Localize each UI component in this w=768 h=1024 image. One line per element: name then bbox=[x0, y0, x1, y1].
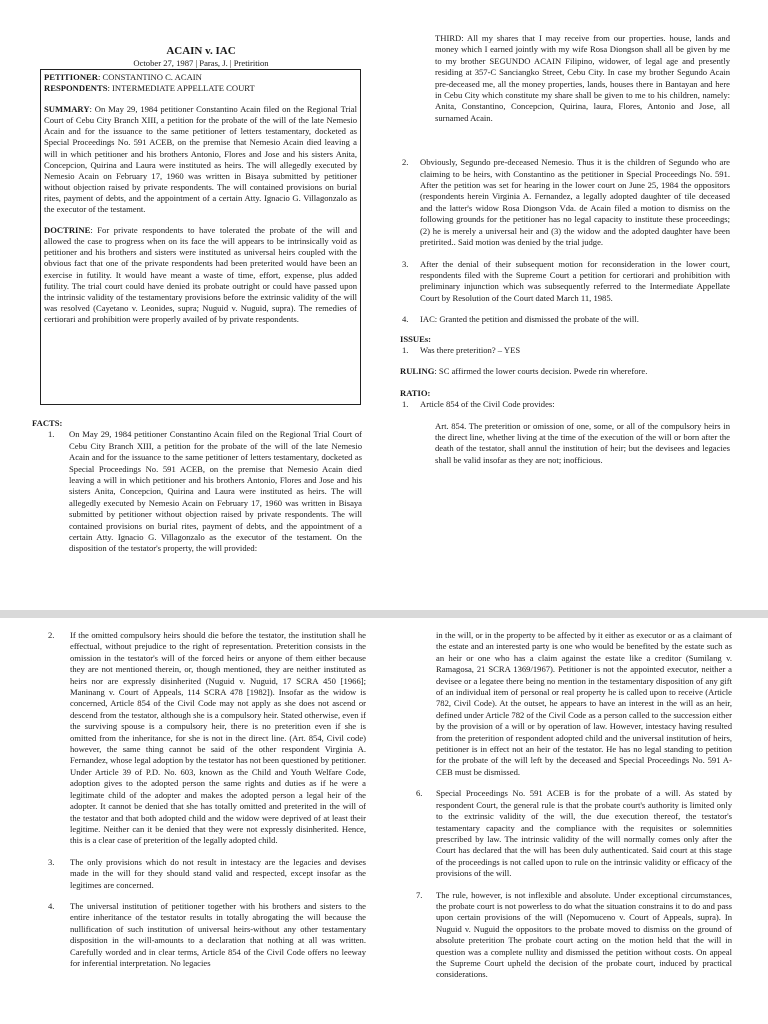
issue-item-1-text: Was there preterition? – YES bbox=[420, 344, 521, 355]
ratio-item-4-number: 4. bbox=[48, 900, 55, 911]
ratio-label: RATIO: bbox=[400, 387, 431, 398]
summary-paragraph bbox=[44, 104, 357, 215]
facts-section bbox=[32, 418, 362, 555]
ratio-item-5-continuation: in the will, or in the property to be affected by it either as executor or as a claimant of the estate and an interested party is one who would be benefited by the estate such as an heir or one who has a claim against the estate like a creditor (Sumilang v. Ramagosa, 21 SCRA 1369/1967). Petitioner is not the appointed executor, neither a devisee or a legatee there being no mention in the testamentary disposition of any gift of an individual item of personal or real property he is called upon to receive (Article 782, Civil Code). At the outset, he appears to have an interest in the will as an heir, defined under Article 782 of the Civil Code as a person called to the succession either by the provision of a will or by operation of law. However, intestacy having resulted from the preterition of respondent adopted child and the universal institution of heirs, petitioner is in effect not an heir of the testator. He has no legal standing to petition for the probate of the will left by the deceased and Special Proceedings No. 591 A-CEB must be dismissed. bbox=[436, 630, 732, 777]
ratio-item-6-number: 6. bbox=[416, 788, 423, 799]
doctrine-text: : For private respondents to have tolerated the probate of the will and allowed the case to progress when on its face the will appears to be intrinsically void as petitioner and his brothers and sisters were instituted as universal heirs coupled with the obvious fact that one of the private respondents had been preterited would have been an exercise in futility. It would have meant a waste of time, effort, expense, plus added futility. The trial court could have denied its probate outright or could have passed upon the intrinsic validity of the testamentary provisions before the extrinsic validity of the will was resolved (Cayetano v. Leonides, supra; Nuguid v. Nuguid, supra). The remedies of certiorari and prohibition were properly availed of by private respondents. bbox=[44, 225, 357, 324]
header bbox=[40, 45, 362, 69]
ratio-item-3-text: The only provisions which do not result in intestacy are the legacies and devises made in the will for they should stand valid and respected, except insofar as the legitimes are concerned. bbox=[70, 856, 366, 890]
facts-label: FACTS: bbox=[32, 418, 63, 428]
facts-item-4 bbox=[402, 314, 730, 325]
summary-text: : On May 29, 1984 petitioner Constantino Acain filed on the Regional Trial Court of Cebu City Branch XIII, a petition for the probate of the will of the late Nemesio Acain and for the issuance to the same petitioner of letters testamentary, docketed as Special Proceedings No. 591 ACEB, on the premise that Nemesio Acain died leaving a will in which petitioner and his brothers Antonio, Flores and Jose and his sisters Anita, Concepcion, Quirina and Laura were instituted as heirs. The will allegedly executed by Nemesio Acain on February 17, 1960 was written in Bisaya submitted by petitioner without objection raised by private respondents. The will contained provisions on burial rites, payment of debts, and the appointment of a certain Atty. Ignacio G. Villagonzalo as the executor of the testament. bbox=[44, 104, 357, 215]
ratio-item-2 bbox=[48, 630, 366, 847]
ratio-item-1-number: 1. bbox=[402, 399, 409, 410]
ratio-item-3 bbox=[48, 857, 366, 891]
facts-item-1-number: 1. bbox=[48, 429, 55, 440]
right-column-page-2 bbox=[416, 630, 732, 981]
ratio-item-6-text: Special Proceedings No. 591 ACEB is for the probate of a will. As stated by respondent Court, the general rule is that the probate court's authority is limited only to the extrinsic validity of the will, the due execution thereof, the testator's testamentary capacity and the compliance with the requisites or solemnities prescribed by law. The intrinsic validity of the will normally comes only after the Court has declared that the will has been duly authenticated. Said court at this stage of the proceedings is not called upon to rule on the intrinsic validity or efficacy of the provisions of the will. bbox=[436, 788, 732, 879]
respondents-value: : INTERMEDIATE APPELLATE COURT bbox=[107, 83, 255, 94]
third-provision: THIRD: All my shares that I may receive from our properties. house, lands and money which I earned jointly with my wife Rosa Diongson shall all be given by me to my brother SEGUNDO ACAIN Filipino, widower, of legal age and presently residing at 357-C Sanciangko Street, Cebu City. In case my brother Segundo Acain pre-deceased me, all the money properties, lands, houses there in Bantayan and here in Cebu City which constitute my share shall be given to me to his children, namely: Anita, Constantino, Concepcion, Quirina, laura, Flores, Antonio and Jose, all surnamed Acain. bbox=[435, 33, 730, 123]
facts-item-4-number: 4. bbox=[402, 314, 409, 325]
document-page-2 bbox=[0, 618, 768, 1024]
ratio-item-4-text: The universal institution of petitioner together with his brothers and sisters to the entire inheritance of the testator results in totally abrogating the will because the nullification of such institution of universal heirs-without any other testamentary disposition in the will-amounts to a declaration that nothing at all was written. Carefully worded and in clear terms, Article 854 of the Civil Code offers no leeway for inferential interpretation. No legacies bbox=[70, 900, 366, 968]
issue-item-1 bbox=[402, 345, 730, 356]
facts-item-3 bbox=[402, 259, 730, 305]
issues-label: ISSUEs: bbox=[400, 333, 432, 344]
facts-item-2-number: 2. bbox=[402, 157, 409, 168]
petitioner-label: PETITIONER bbox=[44, 72, 98, 82]
ratio-item-7 bbox=[416, 890, 732, 981]
issue-item-1-number: 1. bbox=[402, 344, 409, 355]
facts-item-4-text: IAC: Granted the petition and dismissed the probate of the will. bbox=[420, 314, 639, 325]
facts-item-1 bbox=[32, 429, 362, 554]
case-subtitle: October 27, 1987 | Paras, J. | Pretirition bbox=[133, 58, 269, 68]
facts-item-2 bbox=[402, 157, 730, 248]
ratio-item-3-number: 3. bbox=[48, 856, 55, 867]
facts-item-3-text: After the denial of their subsequent motion for reconsideration in the lower court, respondents filed with the Supreme Court a petition for certiorari and prohibition with preliminary injunction which was subsequently referred to the Intermediate Appellate Court by Resolution of the Court dated March 11, 1985. bbox=[420, 258, 730, 303]
petitioner-line bbox=[44, 72, 357, 83]
respondents-label: RESPONDENTS bbox=[44, 83, 108, 94]
facts-item-1-text: On May 29, 1984 petitioner Constantino Acain filed on the Regional Trial Court of Cebu City Branch XIII, a petition for the probate of the will of the late Nemesio Acain and for the issuance to the same petitioner of letters testamentary, docketed as Special Proceedings No. 591 ACEB, on the premise that Nemesio Acain died leaving a will in which petitioner and his brothers Antonio, Flores and Jose and his sisters Anita, Concepcion, Quirina and Laura were instituted as heirs. The will allegedly executed by Nemesio Acain on February 17, 1960 was written in Bisaya submitted by petitioner without objection raised by private respondents. The will contained provisions on burial rites, payment of debts, and the appointment of a certain Atty. Ignacio G. Villagonzalo as the executor of the testament. On the disposition of the testator's property, the will provided: bbox=[69, 429, 362, 554]
ratio-item-7-number: 7. bbox=[416, 889, 423, 900]
petitioner-value: : CONSTANTINO C. ACAIN bbox=[97, 72, 202, 82]
article-854-quote: Art. 854. The preterition or omission of one, some, or all of the compulsory heirs in the direct line, whether living at the time of the execution of the will or born after the death of the testator, shall annul the institution of heir; but the devisees and legacies shall be valid insofar as they are not; inofficious. bbox=[435, 420, 730, 465]
doctrine-label: DOCTRINE bbox=[44, 225, 91, 236]
case-title: ACAIN v. IAC bbox=[166, 45, 236, 57]
ratio-item-1-text: Article 854 of the Civil Code provides: bbox=[420, 399, 555, 410]
ratio-item-7-text: The rule, however, is not inflexible and absolute. Under exceptional circumstances, the probate court is not powerless to do what the situation constrains it to do and pass upon certain provisions of the will (Nepomuceno v. Court of Appeals, supra). In Nuguid v. Nuguid the oppositors to the probate moved to dismiss on the ground of absolute preterition The probate court acting on the motion held that the will in question was a complete nullity and dismissed the petition without costs. On appeal the Supreme Court upheld the decision of the probate court, induced by practical considerations. bbox=[436, 889, 732, 980]
ruling-text: : SC affirmed the lower courts decision. Pwede rin wherefore. bbox=[434, 366, 648, 377]
ratio-item-4 bbox=[48, 901, 366, 969]
ruling-label: RULING bbox=[400, 366, 435, 377]
ratio-item-6 bbox=[416, 788, 732, 879]
facts-item-2-text: Obviously, Segundo pre-deceased Nemesio. Thus it is the children of Segundo who are claiming to be heirs, with Constantino as the petitioner in Special Proceedings No. 591. After the petition was set for hearing in the lower court on June 25, 1984 the oppositors (respondents herein Virginia A. Fernandez, a legally adopted daughter of tile deceased and the latter's widow Rosa Diongson Vda. de Acain filed a motion to dismiss on the following grounds for the petitioner has no legal capacity to institute these proceedings; (2) he is merely a universal heir and (3) the widow and the adopted daughter have been pretirited.. Said motion was denied by the trial judge. bbox=[420, 157, 730, 248]
ratio-item-1 bbox=[402, 399, 730, 410]
respondents-line bbox=[44, 83, 357, 94]
case-digest-box bbox=[40, 69, 361, 405]
summary-label: SUMMARY bbox=[44, 104, 90, 115]
left-column-page-2 bbox=[48, 630, 366, 969]
right-column-page-1 bbox=[402, 33, 730, 466]
ruling-line bbox=[400, 366, 730, 377]
ratio-item-2-number: 2. bbox=[48, 630, 55, 640]
doctrine-paragraph bbox=[44, 225, 357, 325]
facts-item-3-number: 3. bbox=[402, 258, 409, 269]
ratio-item-2-text: If the omitted compulsory heirs should die before the testator, the institution shall he effectual, without prejudice to the right of representation. Preterition consists in the omission in the testator's will of the forced heirs or anyone of them either because they are not mentioned therein, or, though mentioned, they are neither instituted as heirs nor are expressly disinherited (Nuguid v. Nuguid, 17 SCRA 450 [1966]; Maninang v. Court of Appeals, 114 SCRA 478 [1982]). Insofar as the widow is concerned, Article 854 of the Civil Code may not apply as she does not ascend or descend from the testator, although she is a compulsory heir. Stated otherwise, even if the surviving spouse is a compulsory heir, there is no preterition even if she is omitted from the inheritance, for she is not in the direct line. (Art. 854, Civil code) however, the same thing cannot be said of the other respondent Virginia A. Fernandez, whose legal adoption by the testator has not been questioned by petitioner. Under Article 39 of P.D. No. 603, known as the Child and Youth Welfare Code, adoption gives to the adopted person the same rights and duties as if he were a legitimate child of the adopter and makes the adopted person a legal heir of the adopter. It cannot be denied that she has totally omitted and preterited in the will of the testator and that both adopted child and the widow were deprived of at least their legitime. Neither can it be denied that they were not expressly disinherited. Hence, this is a clear case of preterition of the legally adopted child. bbox=[70, 630, 366, 846]
